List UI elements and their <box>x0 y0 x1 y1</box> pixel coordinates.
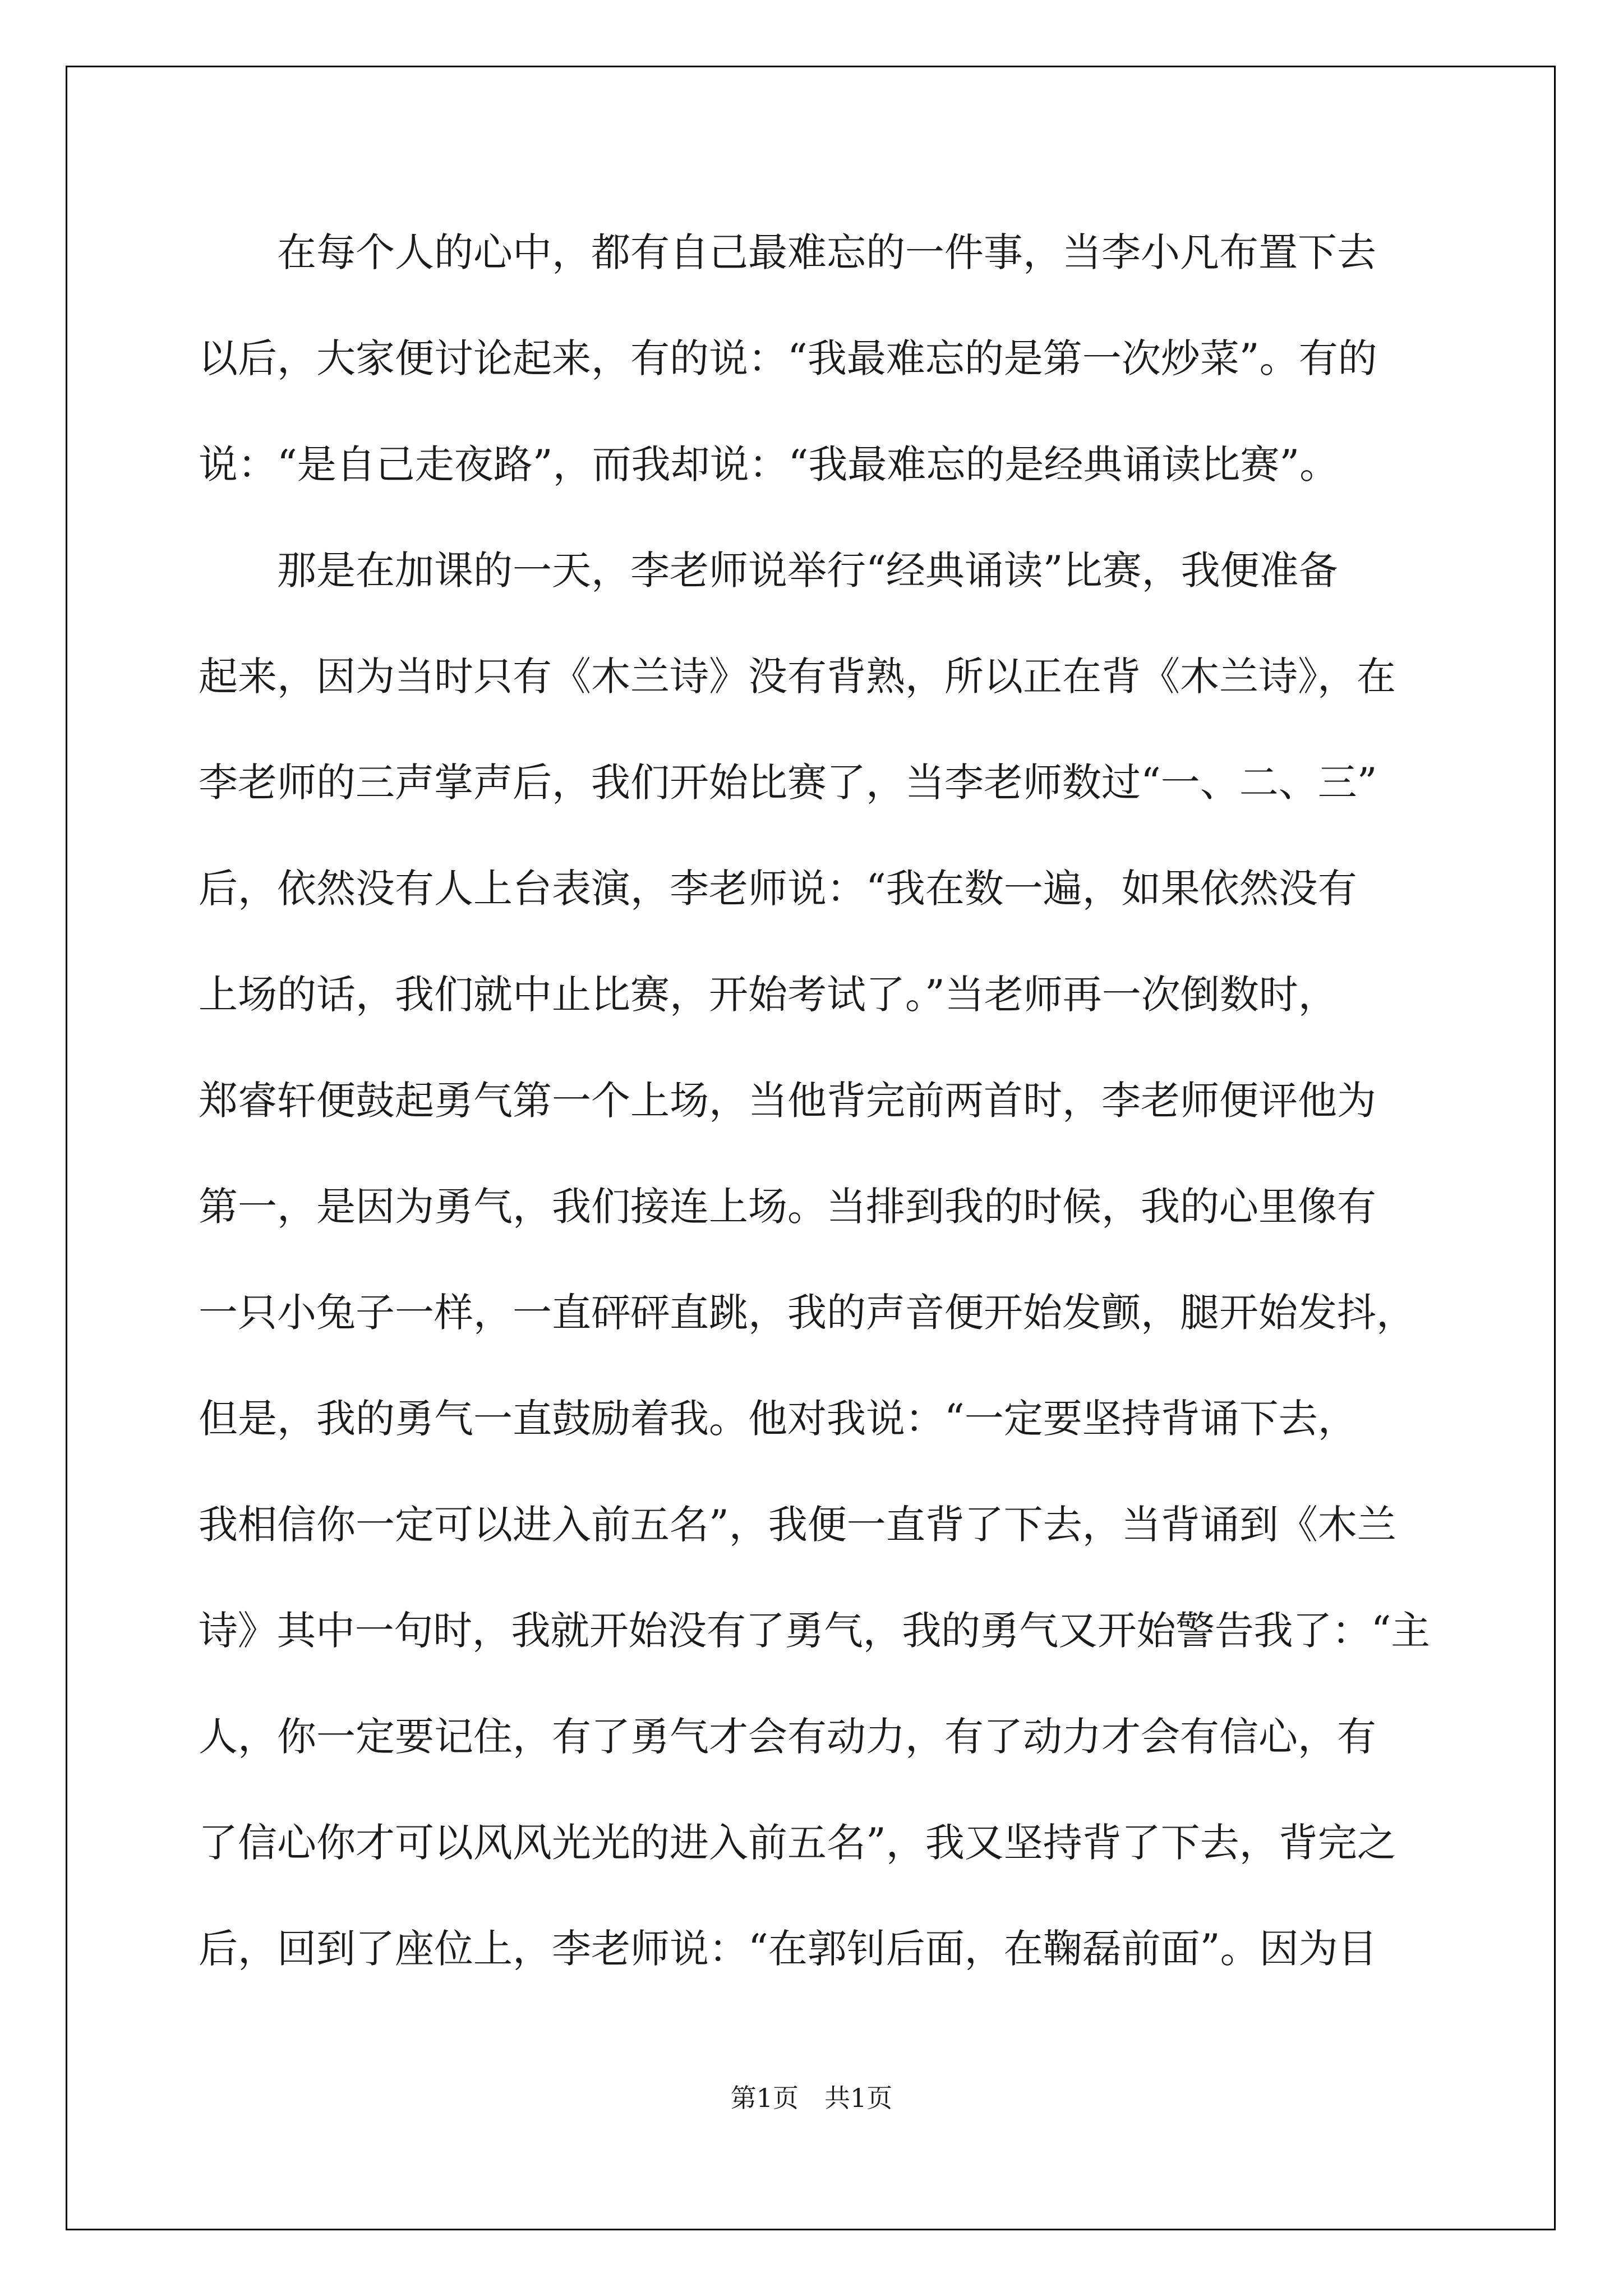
page-border <box>66 66 1556 2230</box>
text-line: 诗》其中一句时，我就开始没有了勇气，我的勇气又开始警告我了：“主 <box>199 1608 1430 1654</box>
text-line: 李老师的三声掌声后，我们开始比赛了，当李老师数过“一、二、三” <box>199 760 1377 806</box>
text-line: 上场的话，我们就中止比赛，开始考试了。”当老师再一次倒数时， <box>199 972 1338 1018</box>
text-line: 以后，大家便讨论起来，有的说：“我最难忘的是第一次炒菜”。有的 <box>199 335 1377 381</box>
text-line: 但是，我的勇气一直鼓励着我。他对我说：“一定要坚持背诵下去， <box>199 1396 1357 1442</box>
text-line: 说：“是自己走夜路”，而我却说：“我最难忘的是经典诵读比赛”。 <box>199 441 1339 487</box>
text-line: 第一，是因为勇气，我们接连上场。当排到我的时候，我的心里像有 <box>199 1184 1376 1230</box>
text-line: 了信心你才可以风风光光的进入前五名”，我又坚持背了下去，背完之 <box>199 1820 1396 1866</box>
text-line: 那是在加课的一天，李老师说举行“经典诵读”比赛，我便准备 <box>199 547 1338 593</box>
text-line: 在每个人的心中，都有自己最难忘的一件事，当李小凡布置下去 <box>199 229 1376 275</box>
text-line: 郑睿轩便鼓起勇气第一个上场，当他背完前两首时，李老师便评他为 <box>199 1078 1376 1124</box>
text-line: 一只小兔子一样，一直砰砰直跳，我的声音便开始发颤，腿开始发抖， <box>199 1290 1415 1336</box>
text-line: 后，依然没有人上台表演，李老师说：“我在数一遍，如果依然没有 <box>199 866 1357 912</box>
text-line: 我相信你一定可以进入前五名”，我便一直背了下去，当背诵到《木兰 <box>199 1502 1396 1548</box>
text-line: 人，你一定要记住，有了勇气才会有动力，有了动力才会有信心，有 <box>199 1714 1376 1760</box>
text-line: 后，回到了座位上，李老师说：“在郭钊后面，在鞠磊前面”。因为目 <box>199 1926 1377 1972</box>
text-line: 起来，因为当时只有《木兰诗》没有背熟，所以正在背《木兰诗》，在 <box>199 654 1396 700</box>
page-number-footer: 第1页 共1页 <box>730 2083 893 2113</box>
